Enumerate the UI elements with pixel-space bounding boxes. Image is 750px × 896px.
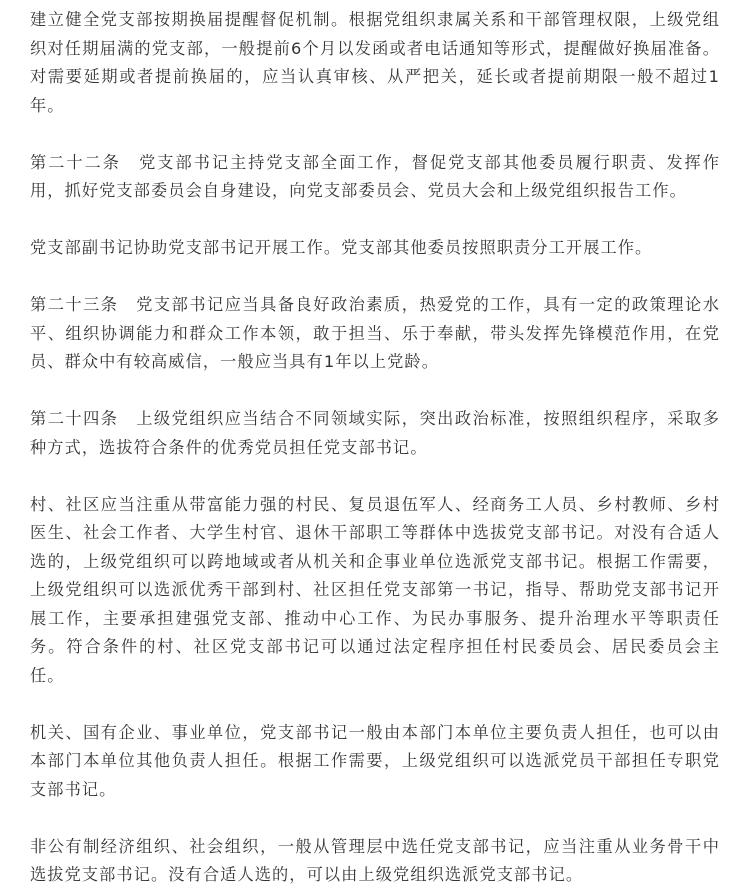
paragraph-term-reminder: 建立健全党支部按期换届提醒督促机制。根据党组织隶属关系和干部管理权限，上级党组织对任期届满的党支部，一般提前6个月以发函或者电话通知等形式，提醒做好换届准备。对需要延期或者提前换届的，应当认真审核、从严把关，延长或者提前期限一般不超过1年。 [30, 10, 720, 115]
document-body [30, 6, 720, 890]
paragraph-article-24: 第二十四条 上级党组织应当结合不同领域实际，突出政治标准，按照组织程序，采取多种方式，选拔符合条件的优秀党员担任党支部书记。 [30, 409, 720, 457]
paragraph-state-organs: 机关、国有企业、事业单位，党支部书记一般由本部门本单位主要负责人担任，也可以由本部门本单位其他负责人担任。根据工作需要，上级党组织可以选派党员干部担任专职党支部书记。 [30, 722, 720, 799]
paragraph-non-public: 非公有制经济组织、社会组织，一般从管理层中选任党支部书记，应当注重从业务骨干中选拔党支部书记。没有合适人选的，可以由上级党组织选派党支部书记。 [30, 836, 720, 884]
paragraph-article-23: 第二十三条 党支部书记应当具备良好政治素质，热爱党的工作，具有一定的政策理论水平、组织协调能力和群众工作本领，敢于担当、乐于奉献，带头发挥先锋模范作用，在党员、群众中有较高威信，一般应当具有1年以上党龄。 [30, 295, 720, 371]
paragraph-article-22: 第二十二条 党支部书记主持党支部全面工作，督促党支部其他委员履行职责、发挥作用，抓好党支部委员会自身建设，向党支部委员会、党员大会和上级党组织报告工作。 [30, 152, 720, 200]
paragraph-deputy-secretary: 党支部副书记协助党支部书记开展工作。党支部其他委员按照职责分工开展工作。 [30, 238, 653, 257]
paragraph-village-community: 村、社区应当注重从带富能力强的村民、复员退伍军人、经商务工人员、乡村教师、乡村医生、社会工作者、大学生村官、退休干部职工等群体中选拔党支部书记。对没有合适人选的，上级党组织可以跨地域或者从机关和企事业单位选派党支部书记。根据工作需要，上级党组织可以选派优秀干部到村、社区担任党支部第一书记，指导、帮助党支部书记开展工作，主要承担建强党支部、推动中心工作、为民办事服务、提升治理水平等职责任务。符合条件的村、社区党支部书记可以通过法定程序担任村民委员会、居民委员会主任。 [30, 494, 720, 685]
